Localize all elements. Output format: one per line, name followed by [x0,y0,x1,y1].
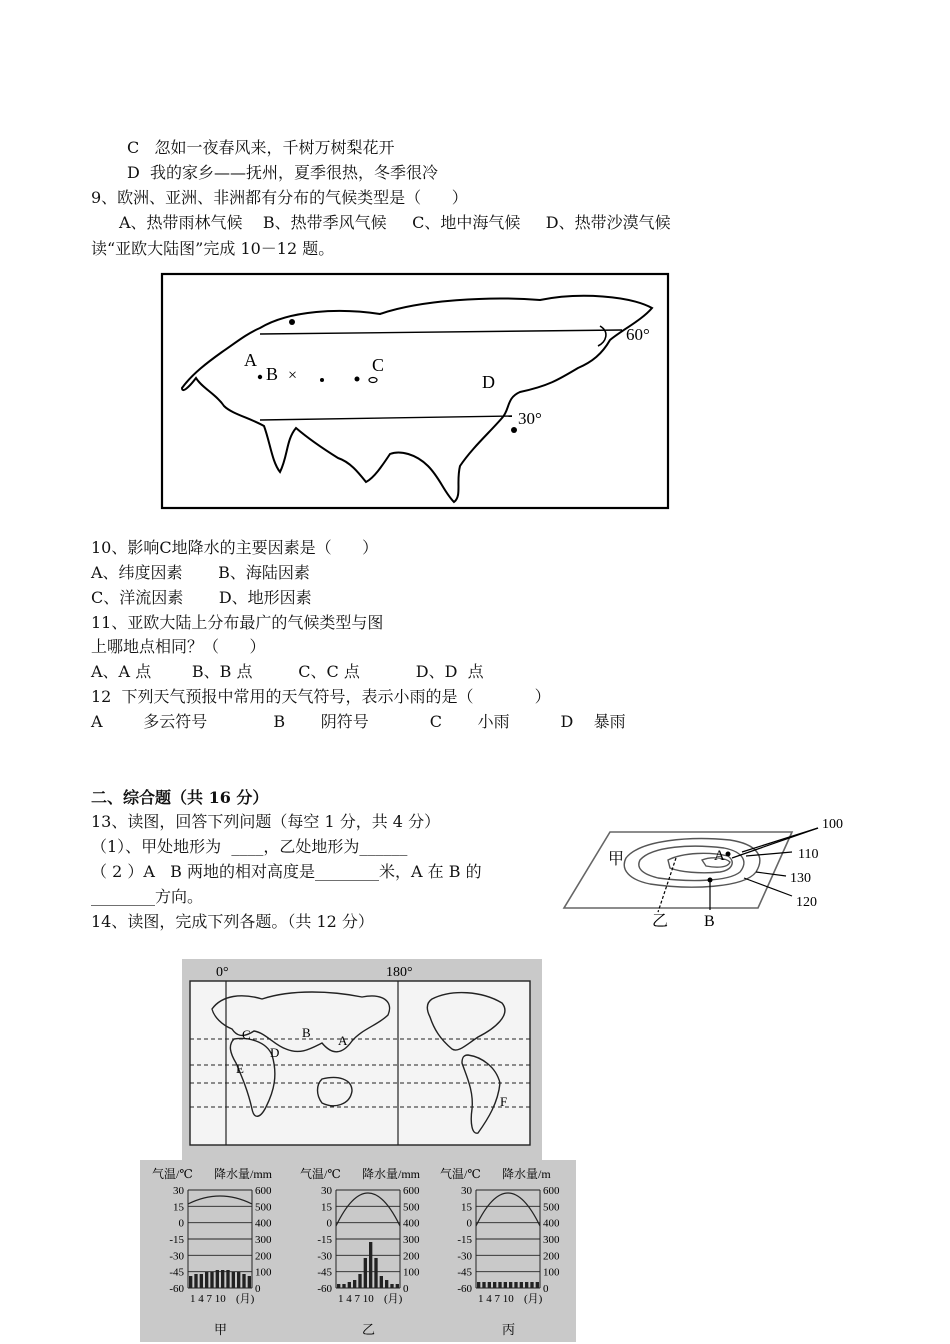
section-2-title: 二、综合题（共 16 分） [91,788,269,807]
climate-precip-tick: 400 [403,1217,420,1230]
climate-temp-tick: -15 [317,1234,332,1246]
svg-text:×: × [288,367,298,384]
climate-precip-bar [237,1272,240,1288]
q12-options: A 多云符号 B 阴符号 C 小雨 D 暴雨 [91,712,626,731]
contour-label-jia: 甲 [608,851,625,868]
climate-precip-bar [221,1270,224,1288]
climate-month-unit: (月) [384,1293,403,1305]
climate-precip-bar [396,1284,399,1288]
climate-precip-bar [364,1258,367,1288]
climate-temp-tick: 0 [466,1217,472,1230]
eurasia-label-c: C [372,355,385,375]
climate-precip-tick: 100 [255,1266,272,1279]
climate-precip-bar [525,1282,528,1288]
q10-options-ab: A、纬度因素 B、海陆因素 [91,563,310,582]
q12-stem: 12 下列天气预报中常用的天气符号，表示小雨的是（ ） [91,687,551,706]
climate-chart-name: 丙 [502,1322,516,1337]
climate-precip-tick: 600 [255,1185,272,1197]
world-label-f: F [500,1094,508,1109]
climate-precip-bar [509,1282,512,1288]
climate-temp-tick: -45 [457,1266,472,1279]
climate-precip-bar [337,1284,340,1288]
climate-temp-tick: -45 [317,1266,332,1279]
lat-60-label: 60° [626,325,650,344]
climate-temp-tick: 0 [178,1217,184,1230]
climate-precip-label: 降水量/m [502,1167,551,1181]
climate-temp-label: 气温/℃ [300,1167,341,1181]
climate-precip-bar [342,1284,345,1288]
q9-stem: 9、欧洲、亚洲、非洲都有分布的气候类型是（ ） [91,188,468,207]
climate-chart-name: 甲 [214,1322,228,1337]
climate-precip-tick: 400 [543,1217,560,1230]
climate-temp-tick: -45 [169,1266,184,1279]
climate-precip-bar [498,1282,501,1288]
climate-temp-tick: 0 [326,1217,332,1230]
climate-precip-bar [200,1274,203,1288]
climate-precip-bar [353,1280,356,1288]
climate-precip-bar [348,1282,351,1288]
climate-precip-bar [189,1276,192,1288]
climate-temp-tick: 15 [321,1201,332,1214]
eurasia-label-d: D [482,372,495,392]
climate-temp-label: 气温/℃ [440,1167,481,1181]
climate-precip-bar [205,1272,208,1288]
climate-temp-tick: 30 [321,1185,332,1197]
climate-precip-bar [390,1284,393,1288]
climate-precip-bar [520,1282,523,1288]
climate-precip-bar [369,1242,372,1288]
climate-temp-tick: -30 [317,1250,332,1263]
climate-precip-bar [493,1282,496,1288]
climate-chart-name: 乙 [362,1322,376,1337]
meridian-0: 0° [216,965,229,980]
world-label-a: A [338,1033,348,1048]
q14-stem: 14、读图，完成下列各题。（共 12 分） [91,912,374,931]
climate-precip-tick: 200 [543,1250,560,1263]
climate-precip-bar [216,1270,219,1288]
q13-part-2a: （ 2 ）A B 两地的相对高度是________米，A 在 B 的 [91,862,482,881]
climate-month-ticks: 1 4 7 10 [190,1293,226,1305]
climate-precip-bar [536,1282,539,1288]
map-instruction: 读“亚欧大陆图”完成 10－12 题。 [91,239,335,258]
contour-110: 110 [798,847,819,862]
climate-month-unit: (月) [524,1293,543,1305]
q11-stem-1: 11、亚欧大陆上分布最广的气候类型与图 [91,613,384,632]
climate-precip-bar [380,1276,383,1288]
climate-temp-tick: -60 [457,1283,472,1295]
world-label-c: C [242,1027,251,1042]
q10-options-cd: C、洋流因素 D、地形因素 [91,588,312,607]
q8-option-c: C 忽如一夜春风来，千树万树梨花开 [127,138,395,157]
climate-precip-tick: 500 [403,1201,420,1214]
climate-precip-bar [232,1272,235,1288]
climate-temp-tick: -30 [457,1250,472,1263]
climate-precip-tick: 500 [255,1201,272,1214]
q8-option-d: D 我的家乡——抚州，夏季很热，冬季很冷 [127,163,439,182]
eurasia-label-a: A [244,350,257,370]
climate-month-ticks: 1 4 7 10 [338,1293,374,1305]
contour-label-a: A [714,848,725,864]
climate-precip-tick: 200 [403,1250,420,1263]
climate-month-ticks: 1 4 7 10 [478,1293,514,1305]
climate-precip-tick: 400 [255,1217,272,1230]
climate-precip-tick: 300 [543,1234,560,1246]
world-label-d: D [270,1045,280,1060]
climate-precip-bar [374,1258,377,1288]
eurasia-map [160,270,672,512]
climate-precip-bar [530,1282,533,1288]
climate-temp-tick: 15 [173,1201,184,1214]
climate-temp-tick: 30 [461,1185,472,1197]
q11-stem-2: 上哪地点相同？（ ） [91,637,266,656]
climate-precip-label: 降水量/mm [214,1167,273,1181]
climate-precip-tick: 100 [543,1266,560,1279]
contour-120: 120 [796,895,817,910]
climate-precip-tick: 0 [255,1283,261,1295]
climate-precip-bar [358,1274,361,1288]
contour-100: 100 [822,817,843,832]
climate-charts [140,1160,576,1342]
climate-precip-tick: 0 [403,1283,409,1295]
q13-part-1: （1）、甲处地形为 ____，乙处地形为______ [91,837,408,856]
climate-precip-bar [514,1282,517,1288]
world-map [182,959,542,1161]
q13-stem: 13、读图，回答下列问题（每空 1 分，共 4 分） [91,812,441,831]
climate-precip-tick: 600 [543,1185,560,1197]
climate-precip-bar [226,1270,229,1288]
lat-30-label: 30° [518,409,542,428]
climate-precip-bar [210,1272,213,1288]
climate-precip-tick: 300 [403,1234,420,1246]
climate-temp-tick: 30 [173,1185,184,1197]
climate-precip-bar [248,1276,251,1288]
contour-label-b: B [704,913,715,930]
contour-label-yi: 乙 [652,913,669,930]
climate-temp-tick: -60 [317,1283,332,1295]
climate-temp-tick: -30 [169,1250,184,1263]
climate-temp-tick: 15 [461,1201,472,1214]
climate-precip-bar [194,1274,197,1288]
climate-temp-label: 气温/℃ [152,1167,193,1181]
contour-map [560,812,860,930]
q11-options: A、A 点 B、B 点 C、C 点 D、D 点 [91,662,484,681]
climate-precip-label: 降水量/mm [362,1167,421,1181]
climate-precip-tick: 100 [403,1266,420,1279]
climate-temp-tick: -15 [457,1234,472,1246]
climate-precip-bar [242,1274,245,1288]
world-label-b: B [302,1025,311,1040]
climate-month-unit: (月) [236,1293,255,1305]
climate-precip-tick: 500 [543,1201,560,1214]
climate-precip-tick: 200 [255,1250,272,1263]
climate-precip-bar [482,1282,485,1288]
world-label-e: E [236,1061,244,1076]
eurasia-label-b: B [266,364,279,384]
climate-precip-tick: 300 [255,1234,272,1246]
climate-precip-bar [477,1282,480,1288]
q9-options: A、热带雨林气候 B、热带季风气候 C、地中海气候 D、热带沙漠气候 [119,213,671,232]
climate-precip-bar [504,1282,507,1288]
climate-precip-bar [488,1282,491,1288]
climate-precip-bar [385,1280,388,1288]
climate-temp-tick: -15 [169,1234,184,1246]
meridian-180: 180° [386,965,413,980]
q13-part-2b: ________方向。 [91,887,204,906]
climate-precip-tick: 0 [543,1283,549,1295]
climate-precip-tick: 600 [403,1185,420,1197]
contour-130: 130 [790,871,811,886]
q10-stem: 10、影响C地降水的主要因素是（ ） [91,538,379,557]
climate-temp-tick: -60 [169,1283,184,1295]
